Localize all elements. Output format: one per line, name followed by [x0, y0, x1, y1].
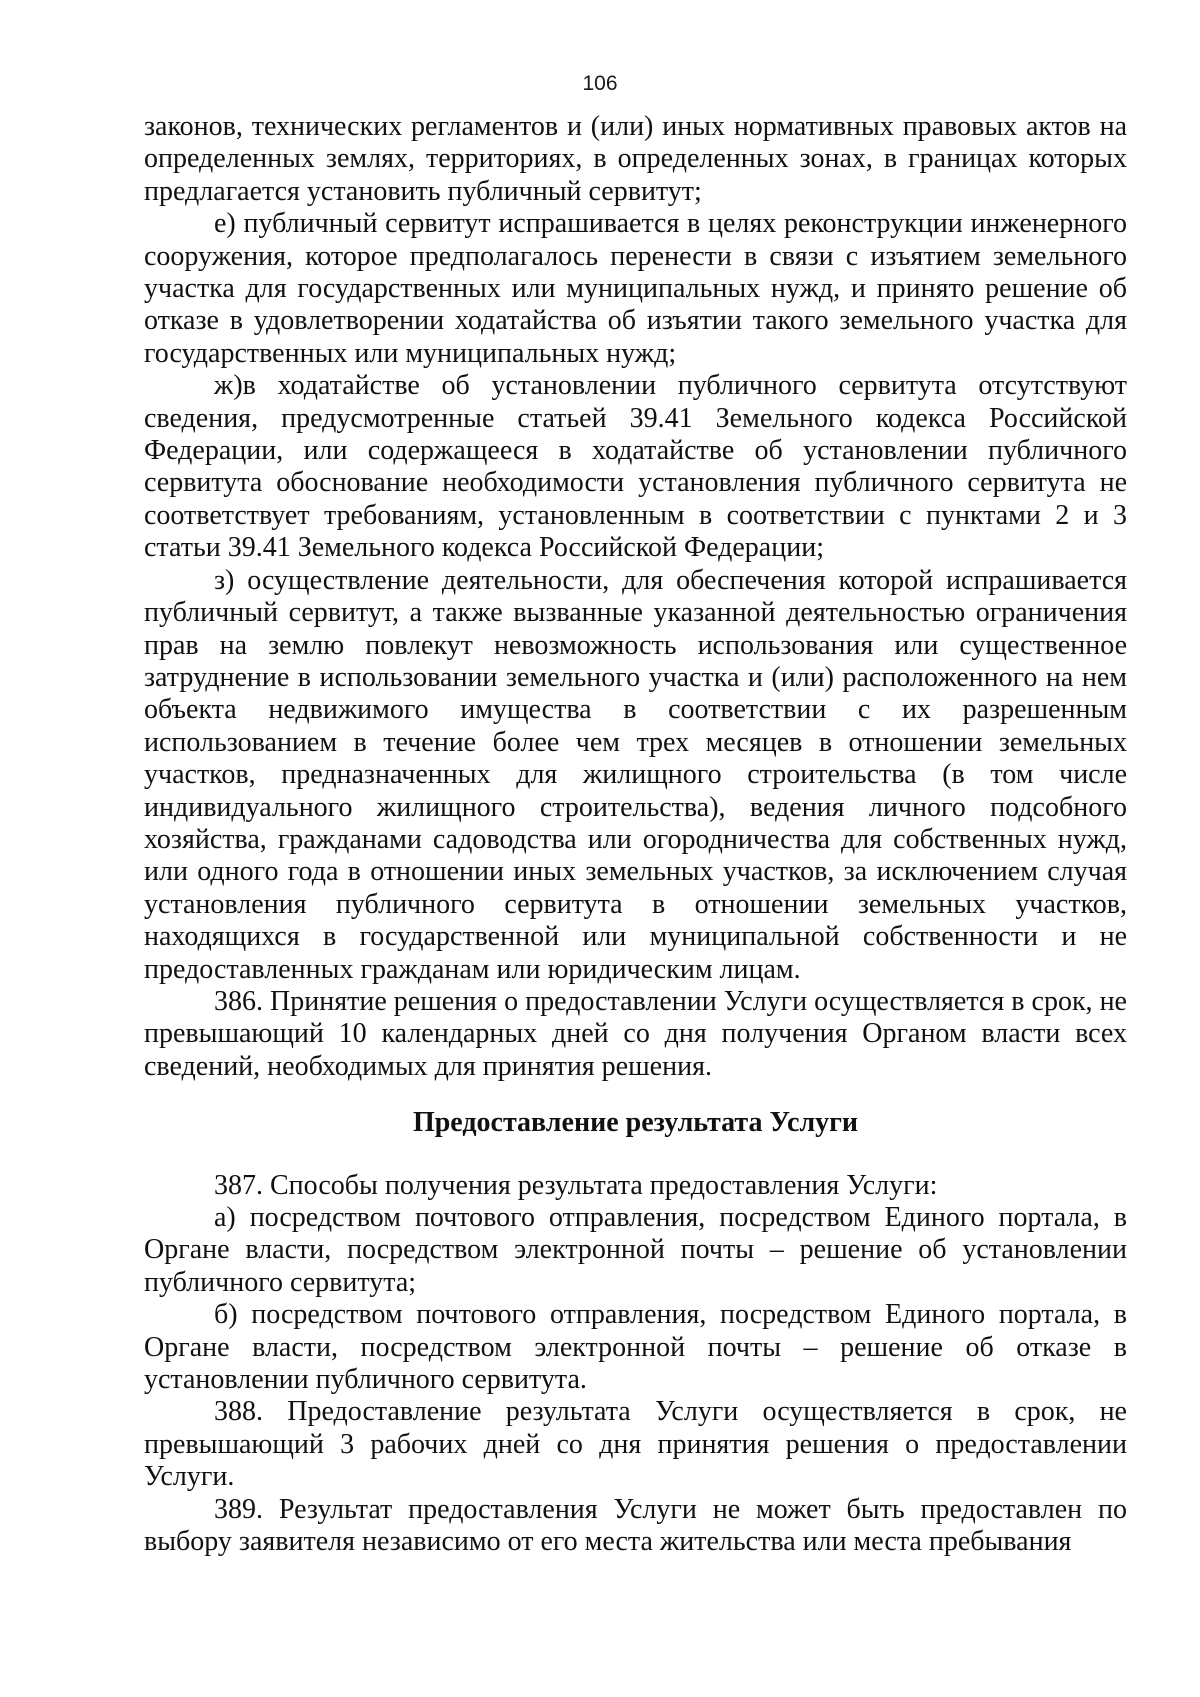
page-number: 106: [582, 72, 618, 95]
paragraph-item-e: е) публичный сервитут испрашивается в целях реконструкции инженерного сооружения, которое предполагалось перенести в связи с изъятием земельного участка для государственных или муниципальных нужд, и принято решение об отказе в удовлетворении ходатайства об изъятии такого земельного участка для государственных или муниципальных нужд;: [144, 208, 1127, 369]
section-heading: Предоставление результата Услуги: [412, 1107, 859, 1139]
document-body: [144, 111, 1127, 1558]
paragraph-387: 387. Способы получения результата предоставления Услуги:: [214, 1169, 938, 1201]
paragraph-387-a: а) посредством почтового отправления, посредством Единого портала, в Органе власти, посредством электронной почты – решение об установлении публичного сервитута;: [144, 1202, 1127, 1298]
paragraph-continuation: законов, технических регламентов и (или) иных нормативных правовых актов на определенных землях, территориях, в определенных зонах, в границах которых предлагается установить публичный сервитут;: [144, 111, 1127, 207]
paragraph-387-b: б) посредством почтового отправления, посредством Единого портала, в Органе власти, посредством электронной почты – решение об отказе в установлении публичного сервитута.: [144, 1299, 1127, 1396]
paragraph-item-zh: ж)в ходатайстве об установлении публичного сервитута отсутствуют сведения, предусмотренные статьей 39.41 Земельного кодекса Российской Федерации, или содержащееся в ходатайстве об установлении публичного сервитута обоснование необходимости установления публичного сервитута не соответствует требованиям, установленным в соответствии с пунктами 2 и 3 статьи 39.41 Земельного кодекса Российской Федерации;: [144, 370, 1127, 564]
paragraph-388: 388. Предоставление результата Услуги осуществляется в срок, не превышающий 3 рабочих дней со дня принятия решения о предоставлении Услуги.: [144, 1396, 1127, 1493]
paragraph-386: 386. Принятие решения о предоставлении Услуги осуществляется в срок, не превышающий 10 календарных дней со дня получения Органом власти всех сведений, необходимых для принятия решения.: [144, 985, 1127, 1082]
paragraph-389: 389. Результат предоставления Услуги не может быть предоставлен по выбору заявителя независимо от его места жительства или места пребывания: [144, 1493, 1127, 1558]
paragraph-item-z: з) осуществление деятельности, для обеспечения которой испрашивается публичный сервитут, а также вызванные указанной деятельностью ограничения прав на землю повлекут невозможность использования или существенное затруднение в использовании земельного участка и (или) расположенного на нем объекта недвижимого имущества в соответствии с их разрешенным использованием в течение более чем трех месяцев в отношении земельных участков, предназначенных для жилищного строительства (в том числе индивидуального жилищного строительства), ведения личного подсобного хозяйства, гражданами садоводства или огородничества для собственных нужд, или одного года в отношении иных земельных участков, за исключением случая установления публичного сервитута в отношении земельных участков, находящихся в государственной или муниципальной собственности и не предоставленных гражданам или юридическим лицам.: [144, 564, 1127, 985]
